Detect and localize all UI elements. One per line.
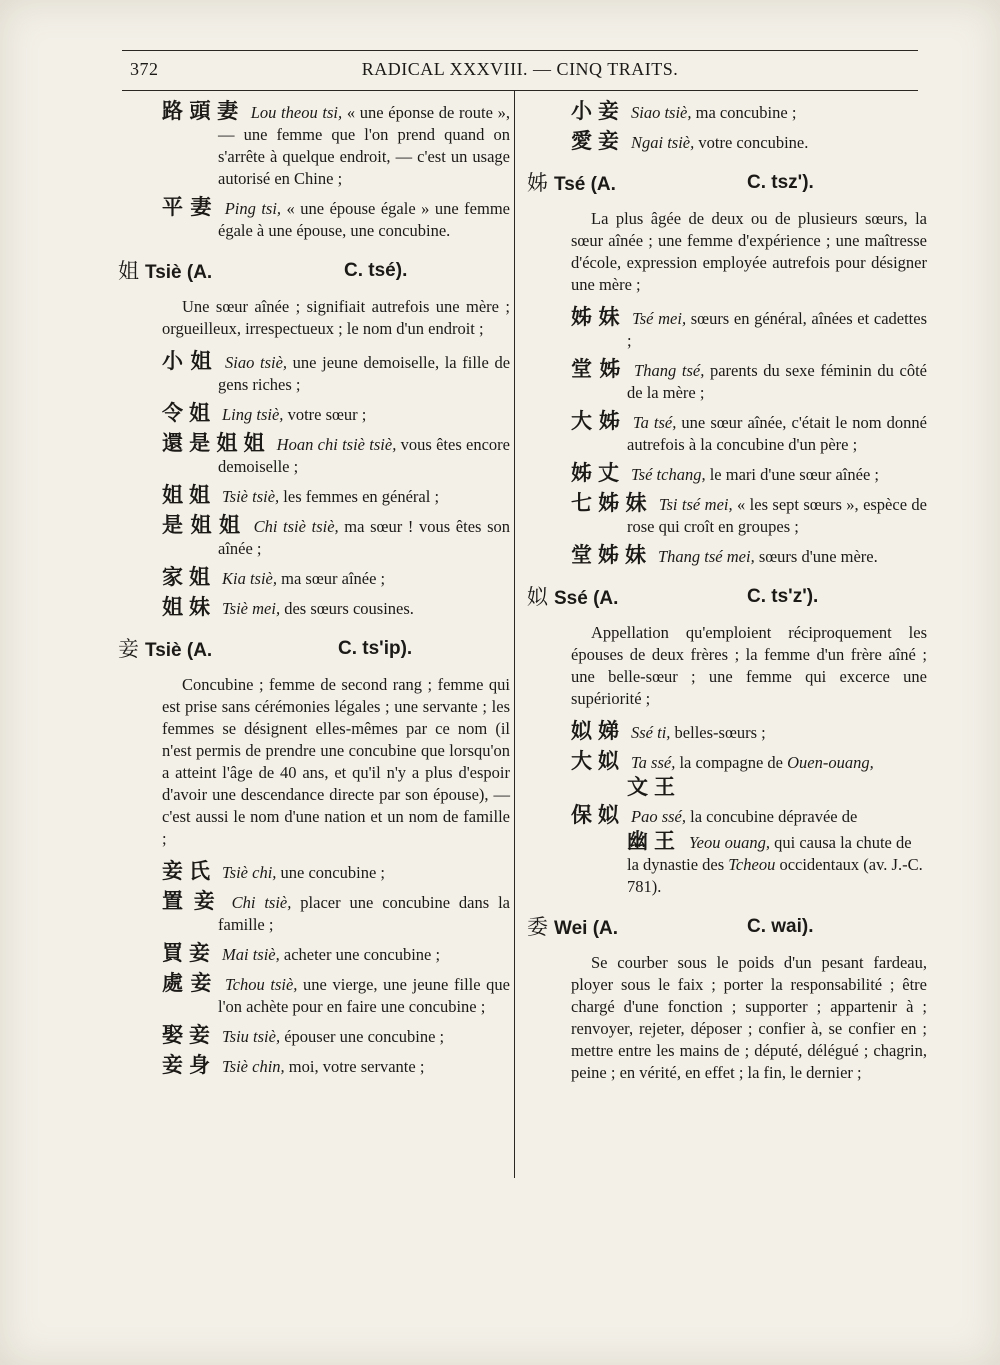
sub-entry: 堂姊 Thang tsé, parents du sexe féminin du côté de la mère ; [571, 357, 927, 402]
sub-entry: 姐妹 Tsiè mei, des sœurs cousines. [162, 595, 414, 619]
sub-entry: 娶妾 Tsiu tsiè, épouser une concubine ; [162, 1023, 445, 1047]
definition-wei: Se courber sous le poids d'un pesant fardeau, ployer sous le faix ; porter la responsabilité ; être chargé d'une fonction ; supporter ; appartenir à ; renvoyer, rejeter, déposer ; confier à, se confier en ; mettre entre les mains de ; député, délégué ; chagrin, peine ; en vérité, en effet ; la fin, le dernier ; [571, 953, 927, 1082]
sub-entry: 保姒 Pao ssé, la concubine dépravée de [571, 803, 858, 827]
definition-sse: Appellation qu'emploient réciproquement les épouses de deux frères ; la femme d'un frère aîné ; une belle-sœur ; une femme qui excerce une supériorité ; [571, 623, 927, 708]
sub-entry: 妾氏 Tsiè chi, une concubine ; [162, 859, 385, 883]
column-divider [514, 90, 515, 1178]
entry-ping-tsi: 平妻 Ping tsi, « une épouse égale » une femme égale à une épouse, une concubine. [162, 195, 510, 240]
sub-entry: 姐姐 Tsiè tsiè, les femmes en général ; [162, 483, 440, 507]
sub-entry: 妾身 Tsiè chin, moi, votre servante ; [162, 1053, 425, 1077]
definition-tsie-qie: Concubine ; femme de second rang ; femme qui est prise sans cérémonies légales ; une servante ; les femmes se désignent elles-mêmes par ce nom (il n'est permis de prendre une concubine que lorsqu'on a atteint l'âge de 40 ans, et qu'il n'y a plus d'espoir d'avoir une descendance directe par son épouse), — c'est aussi le nom d'une nation et un nom de famille ; [162, 675, 510, 848]
sub-entry: 堂姊妹 Thang tsé mei, sœurs d'une mère. [571, 543, 878, 567]
page-number: 372 [130, 59, 159, 79]
sub-entry: 是姐姐 Chi tsiè tsiè, ma sœur ! vous êtes son aînée ; [162, 513, 511, 558]
headword-wei: 委 Wei (A. C. wai). [527, 915, 814, 939]
wenwang-chars: 文王 [627, 775, 681, 799]
sub-entry: 大姊 Ta tsé, une sœur aînée, c'était le nom donné autrefois à la concubine d'un père ; [571, 409, 927, 454]
sub-entry: 姒娣 Ssé ti, belles-sœurs ; [571, 719, 766, 743]
sub-entry: 買妾 Mai tsiè, acheter une concubine ; [162, 941, 441, 965]
entry-siao-tsie: 小妾 Siao tsiè, ma concubine ; [571, 99, 797, 123]
entry-lou-theou-tsi: 路頭妻 Lou theou tsi, « une éponse de route », — une femme que l'on prend quand on s'arrête à quelque endroit, — c'est un usage autorisé en Chine ; [162, 99, 510, 188]
page-header [122, 55, 918, 87]
right-column [527, 100, 927, 1094]
headword-tsie-qie: 妾 Tsiè (A. C. ts'ip). [118, 637, 413, 661]
sub-entry: 家姐 Kia tsiè, ma sœur aînée ; [162, 565, 386, 589]
sub-entry: 令姐 Ling tsiè, votre sœur ; [162, 401, 367, 425]
sub-entry-youwang: 幽王 Yeou ouang, qui causa la chute de la dynastie des Tcheou occidentaux (av. J.-C. 781). [627, 829, 923, 896]
sub-entry: 置妾 Chi tsiè, placer une concubine dans la famille ; [162, 889, 510, 934]
headword-tse: 姊 Tsé (A. C. tsz'). [527, 171, 814, 195]
headword-sse: 姒 Ssé (A. C. ts'z'). [527, 585, 819, 609]
left-column [118, 100, 510, 1084]
sub-entry: 處妾 Tchou tsiè, une vierge, une jeune fille que l'on achète pour en faire une concubine ; [162, 971, 511, 1016]
sub-entry: 大姒 Ta ssé, la compagne de Ouen-ouang, [571, 749, 874, 773]
sub-entry: 還是姐姐 Hoan chi tsiè tsiè, vous êtes encore demoiselle ; [162, 431, 510, 476]
headword-tsie-jie: 姐 Tsiè (A. C. tsé). [118, 259, 408, 283]
definition-tsie-jie: Une sœur aînée ; signifiait autrefois une mère ; orgueilleux, irrespectueux ; le nom d'un endroit ; [162, 297, 510, 338]
definition-tse: La plus âgée de deux ou de plusieurs sœurs, la sœur aînée ; une femme d'expérience ; une maîtresse d'école, expression employée autrefois pour désigner une mère ; [571, 209, 927, 294]
header-rule [122, 90, 918, 91]
entry-ngai-tsie: 愛妾 Ngai tsiè, votre concubine. [571, 129, 809, 153]
top-rule [122, 50, 918, 51]
running-title: RADICAL XXXVIII. — CINQ TRAITS. [361, 59, 679, 79]
sub-entry: 小姐 Siao tsiè, une jeune demoiselle, la fille de gens riches ; [162, 349, 511, 394]
sub-entry: 姊丈 Tsé tchang, le mari d'une sœur aînée ; [571, 461, 879, 485]
sub-entry: 七姊妹 Tsi tsé mei, « les sept sœurs », espèce de rose qui croît en groupes ; [571, 491, 928, 536]
sub-entry: 姊妹 Tsé mei, sœurs en général, aînées et cadettes ; [571, 305, 928, 350]
